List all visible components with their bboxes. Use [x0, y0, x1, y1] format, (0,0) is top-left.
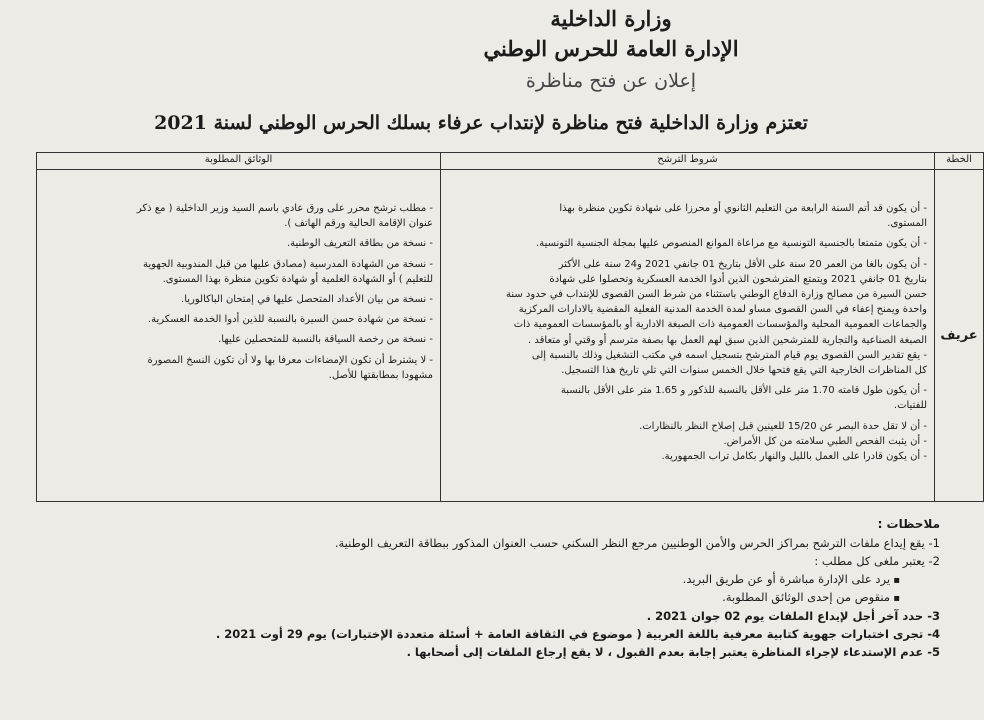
conditions-cell — [441, 170, 935, 502]
header-documents: الوثائق المطلوبة — [37, 153, 441, 170]
condition-line: - أن يكون متمتعا بالجنسية التونسية مع مراعاة الموانع المنصوص عليها بمجلة الجنسية التونسية. — [536, 238, 927, 250]
document-line: - مطلب ترشح محرر على ورق عادي باسم السيد وزير الداخلية ( مع ذكر — [136, 203, 433, 214]
condition-line: واحدة ويمنح إعفاء في السن القصوى مساو لمدة الخدمة المدنية الفعلية المقضية بالادارات المركزية — [518, 304, 927, 316]
condition-line: - يقع تقدير السن القصوى يوم قيام المترشح بتسجيل اسمه في مكتب التشغيل وذلك بالنسبة إلى — [531, 349, 927, 361]
condition-line: للفتيات. — [893, 400, 927, 412]
condition-line: كل المناظرات الخارجية التي يقع فتحها خلال الخمس سنوات التي تلي تاريخ هذا التسجيل. — [561, 365, 927, 377]
condition-line: الصبغة الصناعية والتجارية للمترشحين الذين سبق لهم العمل بها بصفة مترسم أو وقتي أو متعاقد . — [528, 334, 927, 346]
condition-line: والجماعات العمومية المحلية والمؤسسات العمومية ذات الصبغة الادارية أو بالمؤسسات العمومية ذات — [513, 319, 927, 331]
condition-line: - أن يكون طول قامته 1.70 متر على الأقل بالنسبة للذكور و 1.65 متر على الأقل بالنسبة — [560, 385, 927, 397]
condition-line: المستوى. — [887, 218, 927, 230]
note-subitem: ▪ منقوص من إحدى الوثائق المطلوبة. — [20, 589, 940, 608]
table-row — [37, 170, 984, 502]
document-line: - نسخة من رخصة السياقة بالنسبة للمتحصلين عليها. — [218, 334, 433, 346]
note-item: 4- تجرى اختبارات جهوية كتابية معرفية باللغة العربية ( موضوع في الثقافة العامة + أسئلة متعددة الإختيارات) يوم 29 أوت 2021 . — [215, 626, 940, 641]
condition-line: - أن يكون قد أتم السنة الرابعة من التعليم الثانوي أو محرزا على شهادة تكوين منظرة بهذا — [559, 203, 927, 214]
condition-line: - أن لا تقل حدة البصر عن 15/20 للعينين قبل إصلاح النظر بالنظارات. — [639, 420, 927, 432]
note-item: 3- حدد آخر أجل لإيداع الملفات يوم 02 جوان 2021 . — [646, 609, 940, 624]
note-item: 1- يقع إيداع ملفات الترشح بمراكز الحرس والأمن الوطنيين مرجع النظر السكني حسب العنوان المذكور ببطاقة التعريف الوطنية. — [334, 536, 940, 550]
document-line: - نسخة من بطاقة التعريف الوطنية. — [286, 238, 433, 250]
note-item: 5- عدم الإستدعاء لإجراء المناظرة يعتبر إجابة بعدم القبول ، لا يقع إرجاع الملفات إلى أصحابها . — [406, 644, 940, 659]
ministry-name: وزارة الداخلية — [550, 6, 672, 31]
competition-table — [36, 152, 984, 502]
notes-heading: ملاحظات : — [877, 517, 940, 531]
table-header-row — [37, 153, 984, 170]
header-conditions: شروط الترشح — [441, 153, 935, 170]
header-plan: الخطة — [935, 153, 984, 170]
condition-line: - أن يكون بالغا من العمر 20 سنة على الأقل بتاريخ 01 جانفي 2021 و24 سنة على الأكثر — [558, 258, 927, 270]
documents-cell — [37, 170, 441, 502]
document-line: للتعليم ) أو الشهادة العلمية أو شهادة تكوين منظرة بهذا المستوى. — [162, 273, 433, 285]
document-line: مشهودا بمطابقتها للأصل. — [328, 369, 433, 381]
condition-line: بتاريخ 01 جانفي 2021 ويتمتع المترشحون الذين أدوا الخدمة العسكرية وتحصلوا على شهادة — [549, 273, 927, 285]
notes-section — [20, 517, 940, 662]
plan-cell: عريف — [935, 170, 984, 502]
note-item: 2- يعتبر ملغى كل مطلب : — [814, 553, 940, 568]
note-subitem: ▪ يرد على الإدارة مباشرة أو عن طريق البريد. — [20, 571, 940, 590]
document-line: - نسخة من شهادة حسن السيرة بالنسبة للذين أدوا الخدمة العسكرية. — [147, 314, 433, 326]
document-title: تعتزم وزارة الداخلية فتح مناظرة لإنتداب عرفاء بسلك الحرس الوطني لسنة 2021 — [154, 112, 808, 134]
document-line: - نسخة من بيان الأعداد المتحصل عليها في إمتحان الباكالوريا. — [181, 294, 433, 306]
condition-line: - أن يثبت الفحص الطبي سلامته من كل الأمراض. — [723, 435, 927, 447]
document-line: عنوان الإقامة الحالية ورقم الهاتف ). — [284, 218, 433, 230]
document-line: - لا يشترط أن تكون الإمضاءات معرفا بها ولا أن تكون النسخ المصورة — [147, 354, 433, 366]
document-line: - نسخة من الشهادة المدرسية (مصادق عليها من قبل المندوبية الجهوية — [143, 258, 433, 270]
announcement-heading: إعلان عن فتح مناظرة — [525, 70, 697, 92]
directorate-name: الإدارة العامة للحرس الوطني — [483, 36, 739, 61]
condition-line: حسن السيرة من مصالح وزارة الدفاع الوطني باستثناء من شرط السن القصوى للإنتداب في حدود سنة — [505, 289, 927, 301]
condition-line: - أن يكون قادرا على العمل بالليل والنهار بكامل تراب الجمهورية. — [661, 451, 927, 463]
